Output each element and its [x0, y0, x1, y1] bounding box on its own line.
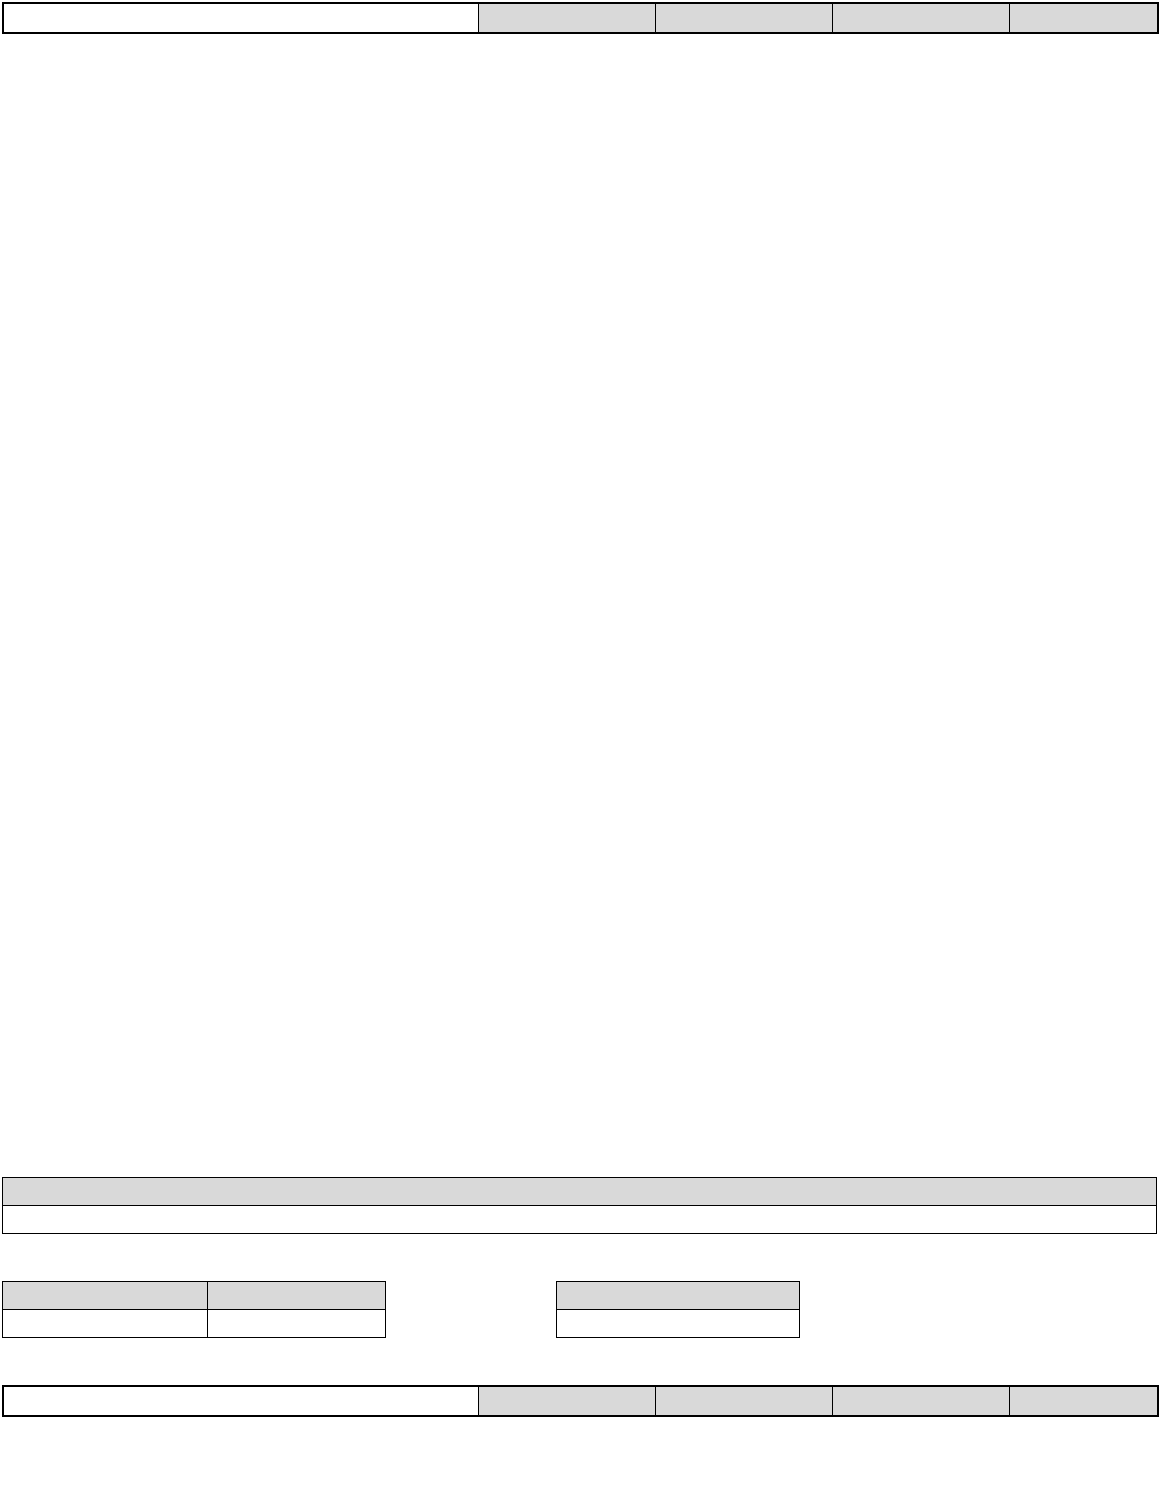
header-r4 [478, 3, 655, 33]
avg-value [557, 1310, 800, 1338]
kaigo-header-blank [3, 1386, 478, 1416]
rate-row-label [3, 1178, 1157, 1206]
avg-header-row [557, 1282, 800, 1310]
header-row [3, 3, 1158, 33]
rate-distribution-table [2, 1177, 1157, 1234]
header-r3 [655, 3, 832, 33]
header-blank [3, 3, 478, 33]
raise-value [3, 1310, 208, 1338]
rate-range-row [3, 1178, 1157, 1206]
change-header-row [3, 1282, 386, 1310]
change-value-row [3, 1310, 386, 1338]
rate-count-row [3, 1206, 1157, 1234]
raise-average-table [556, 1281, 800, 1338]
raise-label [3, 1282, 208, 1310]
kaigo-header-growth [1009, 1386, 1158, 1416]
header-change [832, 3, 1009, 33]
avg-label [557, 1282, 800, 1310]
rate-change-table [2, 1281, 386, 1338]
lower-value [207, 1310, 386, 1338]
kaigo-header-r4 [478, 1386, 655, 1416]
count-row-label [3, 1206, 1157, 1234]
lower-label [207, 1282, 386, 1310]
header-growth [1009, 3, 1158, 33]
kaigo-header-r3 [655, 1386, 832, 1416]
avg-value-row [557, 1310, 800, 1338]
kaigo-header-row [3, 1386, 1158, 1416]
financial-summary-table [2, 2, 1159, 34]
kaigo-header-change [832, 1386, 1009, 1416]
care-insurance-table [2, 1385, 1159, 1417]
